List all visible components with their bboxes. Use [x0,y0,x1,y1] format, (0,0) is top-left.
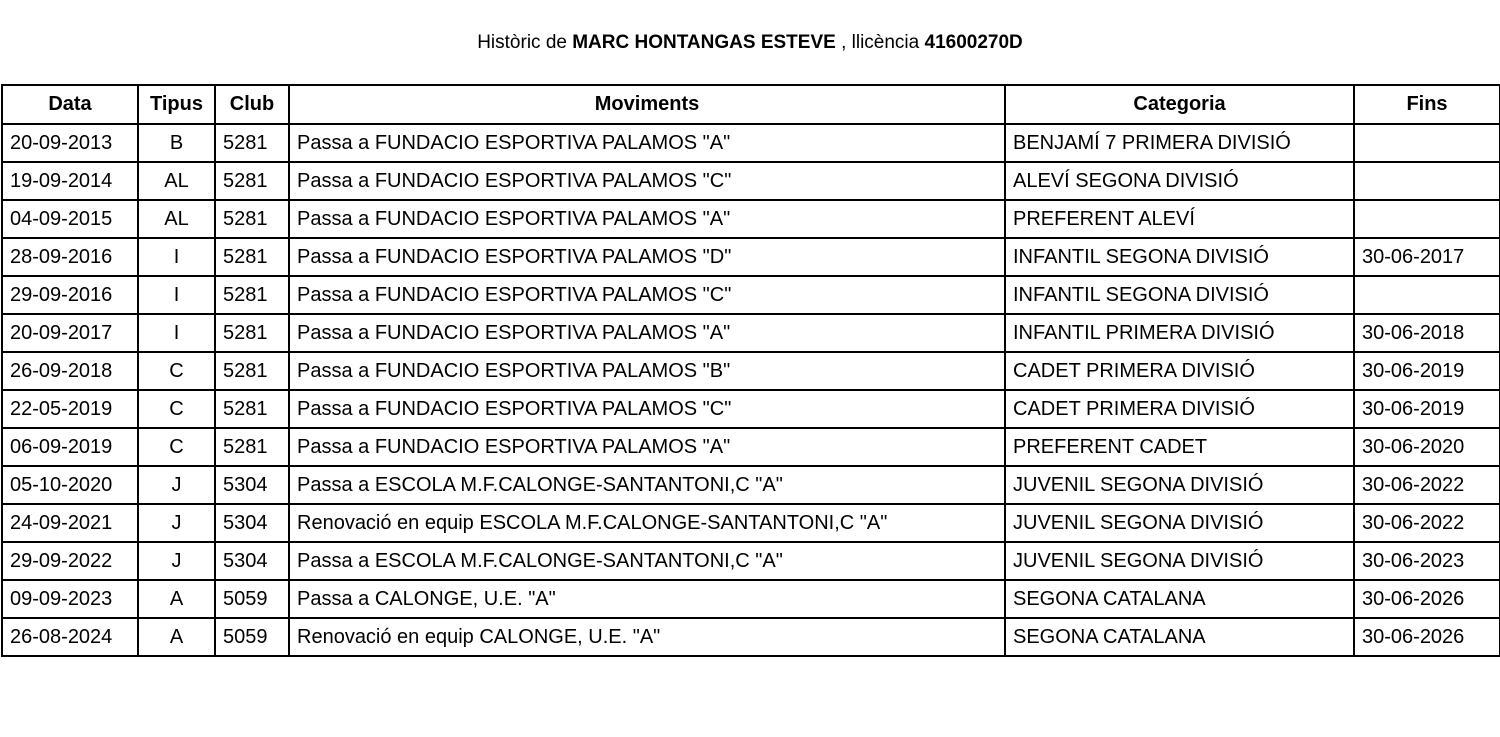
cell-tipus: J [138,504,215,542]
cell-moviments: Passa a FUNDACIO ESPORTIVA PALAMOS "B" [289,352,1005,390]
player-name: MARC HONTANGAS ESTEVE [572,32,836,53]
cell-moviments: Passa a FUNDACIO ESPORTIVA PALAMOS "C" [289,162,1005,200]
cell-moviments: Passa a FUNDACIO ESPORTIVA PALAMOS "A" [289,124,1005,162]
cell-club: 5281 [215,124,289,162]
cell-club: 5281 [215,314,289,352]
page-title [0,31,1500,55]
column-header-moviments: Moviments [289,85,1005,124]
table-row [2,352,1500,390]
table-row [2,124,1500,162]
cell-tipus: C [138,352,215,390]
cell-data: 29-09-2022 [2,542,138,580]
cell-tipus: I [138,238,215,276]
title-prefix: Històric de [477,32,567,53]
cell-categoria: BENJAMÍ 7 PRIMERA DIVISIÓ [1005,124,1354,162]
cell-fins: 30-06-2018 [1354,314,1500,352]
cell-tipus: I [138,314,215,352]
cell-categoria: JUVENIL SEGONA DIVISIÓ [1005,466,1354,504]
cell-moviments: Passa a ESCOLA M.F.CALONGE-SANTANTONI,C "A" [289,466,1005,504]
table-row [2,390,1500,428]
table-header-row [2,85,1500,124]
cell-tipus: C [138,428,215,466]
cell-club: 5304 [215,542,289,580]
cell-club: 5059 [215,580,289,618]
cell-data: 22-05-2019 [2,390,138,428]
cell-fins: 30-06-2022 [1354,466,1500,504]
cell-club: 5281 [215,162,289,200]
cell-tipus: AL [138,162,215,200]
cell-club: 5281 [215,390,289,428]
cell-categoria: ALEVÍ SEGONA DIVISIÓ [1005,162,1354,200]
cell-fins: 30-06-2023 [1354,542,1500,580]
cell-club: 5281 [215,276,289,314]
column-header-fins: Fins [1354,85,1500,124]
table-row [2,314,1500,352]
license-number: 41600270D [924,32,1023,53]
cell-club: 5281 [215,200,289,238]
cell-data: 20-09-2013 [2,124,138,162]
cell-categoria: SEGONA CATALANA [1005,618,1354,656]
cell-fins: 30-06-2026 [1354,580,1500,618]
table-row [2,238,1500,276]
cell-data: 26-09-2018 [2,352,138,390]
cell-categoria: SEGONA CATALANA [1005,580,1354,618]
cell-fins: 30-06-2022 [1354,504,1500,542]
cell-club: 5281 [215,428,289,466]
table-row [2,162,1500,200]
cell-moviments: Passa a ESCOLA M.F.CALONGE-SANTANTONI,C "A" [289,542,1005,580]
cell-moviments: Passa a FUNDACIO ESPORTIVA PALAMOS "C" [289,276,1005,314]
table-row [2,580,1500,618]
cell-tipus: A [138,580,215,618]
cell-moviments: Passa a FUNDACIO ESPORTIVA PALAMOS "A" [289,428,1005,466]
cell-moviments: Passa a FUNDACIO ESPORTIVA PALAMOS "D" [289,238,1005,276]
cell-categoria: JUVENIL SEGONA DIVISIÓ [1005,542,1354,580]
cell-data: 20-09-2017 [2,314,138,352]
cell-categoria: INFANTIL SEGONA DIVISIÓ [1005,276,1354,314]
cell-categoria: CADET PRIMERA DIVISIÓ [1005,390,1354,428]
cell-data: 28-09-2016 [2,238,138,276]
cell-fins: 30-06-2020 [1354,428,1500,466]
cell-fins [1354,276,1500,314]
cell-categoria: CADET PRIMERA DIVISIÓ [1005,352,1354,390]
cell-data: 05-10-2020 [2,466,138,504]
cell-moviments: Passa a FUNDACIO ESPORTIVA PALAMOS "A" [289,200,1005,238]
cell-data: 09-09-2023 [2,580,138,618]
table-row [2,542,1500,580]
cell-fins: 30-06-2026 [1354,618,1500,656]
table-row [2,504,1500,542]
cell-categoria: JUVENIL SEGONA DIVISIÓ [1005,504,1354,542]
table-row [2,276,1500,314]
cell-data: 29-09-2016 [2,276,138,314]
column-header-categoria: Categoria [1005,85,1354,124]
cell-fins: 30-06-2019 [1354,390,1500,428]
column-header-data: Data [2,85,138,124]
cell-club: 5281 [215,238,289,276]
cell-tipus: J [138,466,215,504]
cell-club: 5304 [215,504,289,542]
cell-club: 5304 [215,466,289,504]
cell-categoria: INFANTIL PRIMERA DIVISIÓ [1005,314,1354,352]
cell-fins: 30-06-2019 [1354,352,1500,390]
license-label: , llicència [841,32,920,53]
cell-fins: 30-06-2017 [1354,238,1500,276]
cell-data: 26-08-2024 [2,618,138,656]
cell-moviments: Passa a FUNDACIO ESPORTIVA PALAMOS "A" [289,314,1005,352]
cell-categoria: PREFERENT CADET [1005,428,1354,466]
cell-club: 5281 [215,352,289,390]
cell-tipus: I [138,276,215,314]
column-header-tipus: Tipus [138,85,215,124]
cell-moviments: Passa a CALONGE, U.E. "A" [289,580,1005,618]
cell-data: 19-09-2014 [2,162,138,200]
cell-data: 04-09-2015 [2,200,138,238]
cell-data: 24-09-2021 [2,504,138,542]
column-header-club: Club [215,85,289,124]
cell-moviments: Renovació en equip CALONGE, U.E. "A" [289,618,1005,656]
cell-categoria: PREFERENT ALEVÍ [1005,200,1354,238]
history-table [1,84,1500,657]
cell-fins [1354,200,1500,238]
table-row [2,466,1500,504]
cell-fins [1354,124,1500,162]
cell-fins [1354,162,1500,200]
cell-tipus: C [138,390,215,428]
cell-tipus: B [138,124,215,162]
cell-tipus: AL [138,200,215,238]
cell-moviments: Renovació en equip ESCOLA M.F.CALONGE-SANTANTONI,C "A" [289,504,1005,542]
cell-tipus: J [138,542,215,580]
table-row [2,200,1500,238]
cell-tipus: A [138,618,215,656]
cell-data: 06-09-2019 [2,428,138,466]
cell-categoria: INFANTIL SEGONA DIVISIÓ [1005,238,1354,276]
cell-moviments: Passa a FUNDACIO ESPORTIVA PALAMOS "C" [289,390,1005,428]
cell-club: 5059 [215,618,289,656]
table-row [2,618,1500,656]
table-row [2,428,1500,466]
table-body [2,124,1500,656]
